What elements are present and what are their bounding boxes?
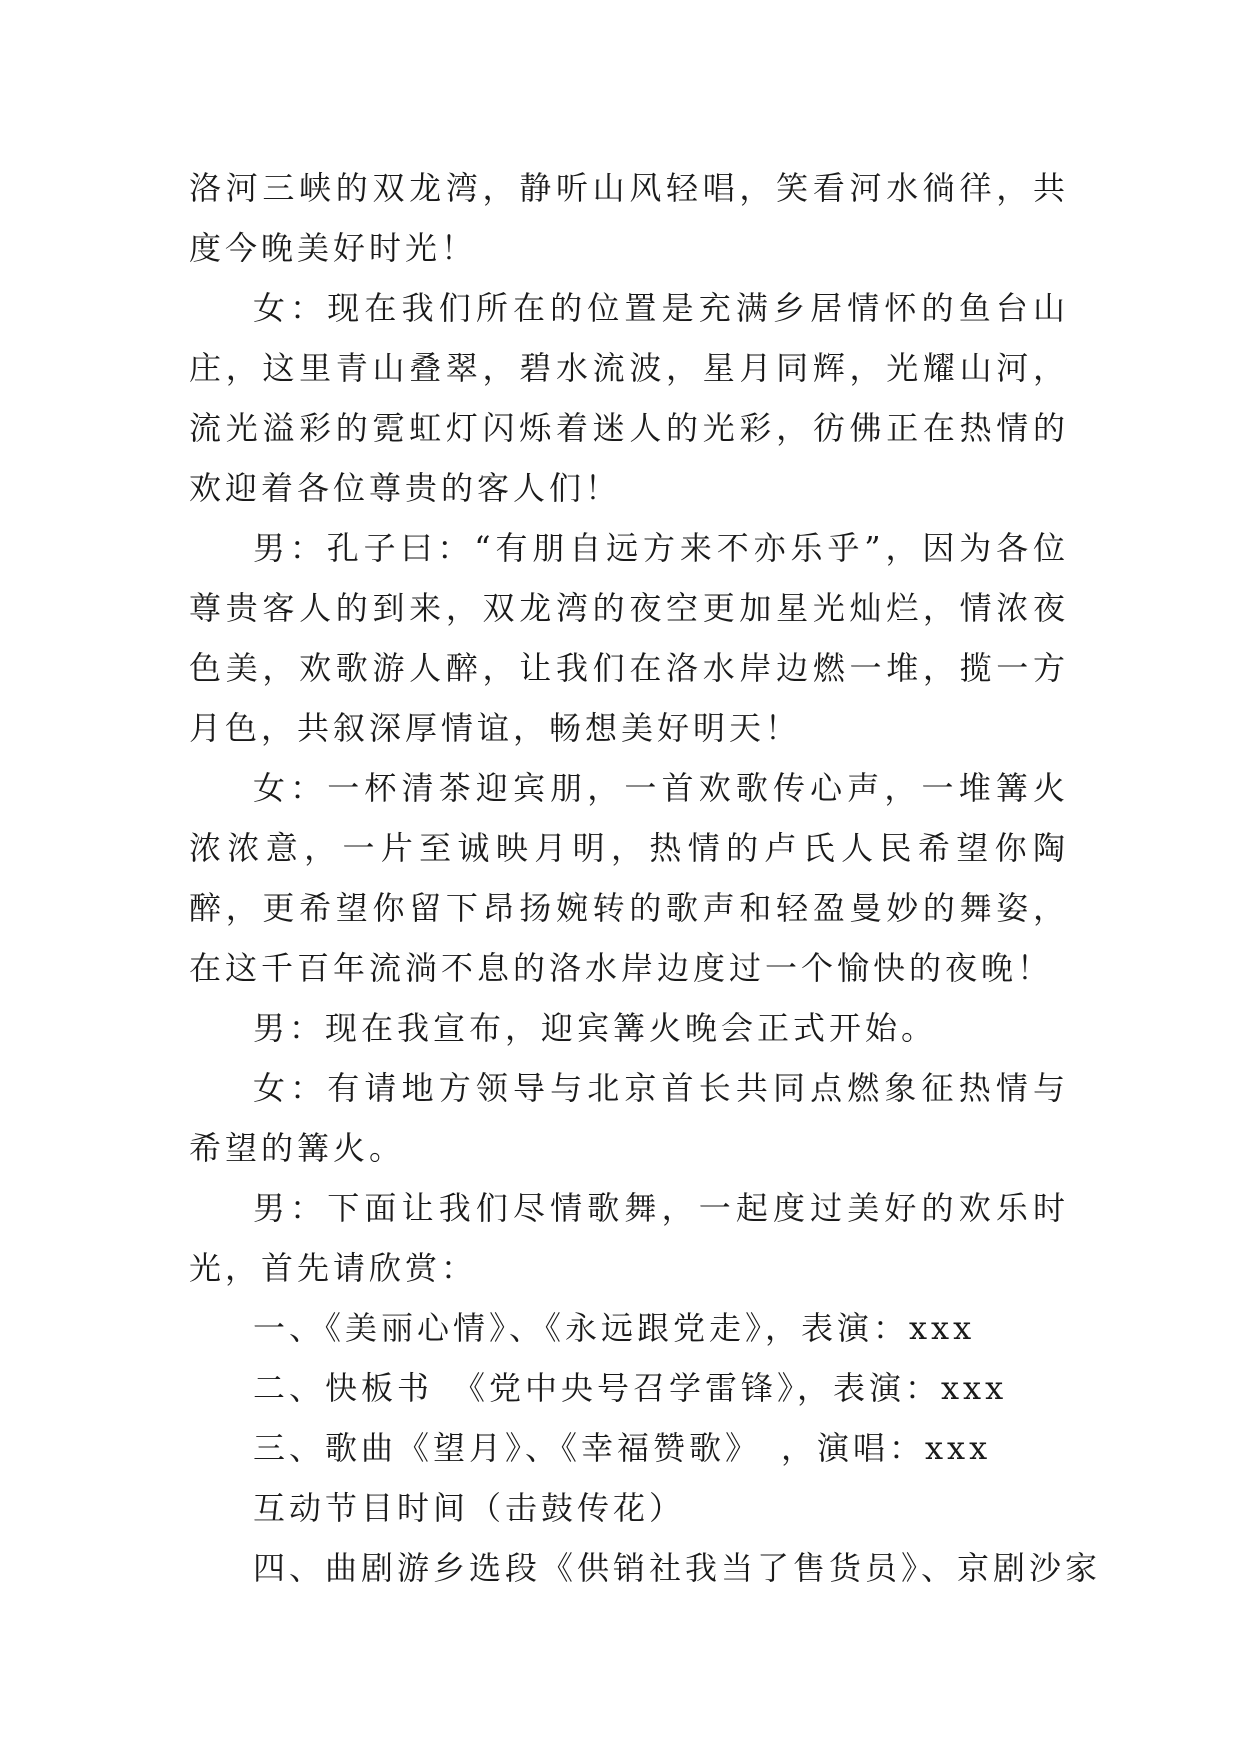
- paragraph-male-host-1: 男：孔子曰：“有朋自远方来不亦乐乎”，因为各位尊贵客人的到来，双龙湾的夜空更加星光灿烂，情浓夜色美，欢歌游人醉，让我们在洛水岸边燃一堆，揽一方月色，共叙深厚情谊，畅想美好明天！: [189, 529, 1069, 747]
- programme-item-2: 二、快板书 《党中央号召学雷锋》，表演：xxx: [253, 1369, 1008, 1407]
- programme-list: [189, 1298, 1102, 1598]
- paragraph-male-host-3: 男：下面让我们尽情歌舞，一起度过美好的欢乐时光，首先请欣赏：: [189, 1189, 1069, 1287]
- paragraph-female-host-3: 女：有请地方领导与北京首长共同点燃象征热情与希望的篝火。: [189, 1069, 1069, 1167]
- paragraph-female-host-1: 女：现在我们所在的位置是充满乡居情怀的鱼台山庄，这里青山叠翠，碧水流波，星月同辉，光耀山河，流光溢彩的霓虹灯闪烁着迷人的光彩，彷佛正在热情的欢迎着各位尊贵的客人们！: [189, 289, 1069, 507]
- programme-item-4: 四、曲剧游乡选段《供销社我当了售货员》、京剧沙家: [253, 1549, 1102, 1587]
- document-body: [189, 158, 1102, 1598]
- programme-interlude: 互动节目时间（击鼓传花）: [253, 1489, 686, 1527]
- paragraph-opening-continuation: 洛河三峡的双龙湾，静听山风轻唱，笑看河水徜徉，共度今晚美好时光！: [189, 169, 1069, 267]
- programme-item-3: 三、歌曲《望月》、《幸福赞歌》 ，演唱：xxx: [253, 1429, 992, 1467]
- paragraph-male-host-2: 男：现在我宣布，迎宾篝火晚会正式开始。: [253, 1009, 938, 1047]
- programme-item-1: 一、《美丽心情》、《永远跟党走》，表演：xxx: [253, 1309, 976, 1347]
- paragraph-female-host-2: 女：一杯清茶迎宾朋，一首欢歌传心声，一堆篝火浓浓意，一片至诚映月明，热情的卢氏人民希望你陶醉，更希望你留下昂扬婉转的歌声和轻盈曼妙的舞姿，在这千百年流淌不息的洛水岸边度过一个愉快的夜晚！: [189, 769, 1069, 987]
